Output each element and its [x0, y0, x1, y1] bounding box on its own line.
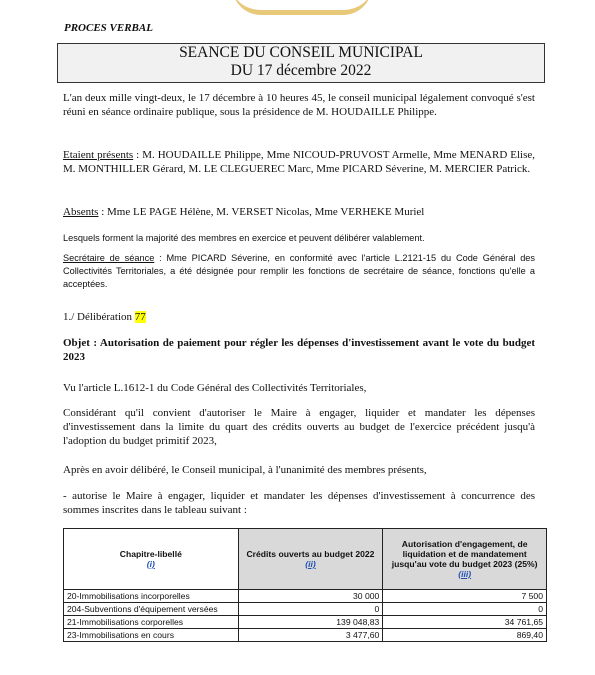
- objet-text: Autorisation de paiement pour régler les dépenses d'investissement avant le vote du budget 2023: [63, 337, 536, 363]
- table-row: [64, 629, 547, 642]
- secretary-label: Secrétaire de séance: [63, 253, 155, 263]
- autorise-paragraph: - autorise le Maire à engager, liquider et mandater les dépenses d'investissement à concurrence des sommes inscrites dans le tableau suivant :: [63, 490, 535, 516]
- deliberation-prefix: 1./ Délibération: [63, 311, 135, 323]
- row-authorization: 7 500: [383, 590, 547, 603]
- table-row: [64, 603, 547, 616]
- budget-table: [63, 528, 547, 642]
- row-authorization: 34 761,65: [383, 616, 547, 629]
- row-credits: 139 048,83: [238, 616, 383, 629]
- row-credits: 30 000: [238, 590, 383, 603]
- row-label: 204-Subventions d'équipement versées: [64, 603, 239, 616]
- table-row: [64, 616, 547, 629]
- header-credits: [238, 529, 383, 590]
- header-note: (i): [146, 559, 155, 569]
- absents-paragraph: [63, 205, 535, 219]
- header-label: Autorisation d'engagement, de liquidation et de mandatement jusqu'au vote du budget 2023 (25%): [391, 539, 538, 569]
- secretary-text: : Mme PICARD Séverine, en conformité avec l'article L.2121-15 du Code Général des Collectivités Territoriales, a été désignée pour remplir les fonctions de secrétaire de séance, fonctions qu'elle a acceptées.: [63, 253, 536, 289]
- row-credits: 0: [238, 603, 383, 616]
- header-note: (ii): [305, 559, 316, 569]
- row-label: 23-Immobilisations en cours: [64, 629, 239, 642]
- row-label: 21-Immobilisations corporelles: [64, 616, 239, 629]
- vu-paragraph: Vu l'article L.1612-1 du Code Général des Collectivités Territoriales,: [63, 382, 367, 394]
- deliberation-number: 77: [134, 311, 146, 323]
- intro-paragraph: L'an deux mille vingt-deux, le 17 décembre à 10 heures 45, le conseil municipal légalement convoqué s'est réuni en séance ordinaire publique, sous la présidence de M. HOUDAILLE Philippe.: [63, 92, 535, 118]
- absents-label: Absents: [63, 206, 99, 218]
- header-note: (iii): [458, 569, 472, 579]
- considerant-paragraph: Considérant qu'il convient d'autoriser le Maire à engager, liquider et mandater les dépenses d'investissement dans la limite du quart des crédits ouverts au budget de l'exercice précédent jusqu'à l'adoption du budget primitif 2023,: [63, 407, 535, 447]
- table-header-row: [64, 529, 547, 590]
- row-authorization: 869,40: [383, 629, 547, 642]
- apres-paragraph: Après en avoir délibéré, le Conseil municipal, à l'unanimité des membres présents,: [63, 464, 427, 476]
- presents-text: : M. HOUDAILLE Philippe, Mme NICOUD-PRUVOST Armelle, Mme MENARD Elise, M. MONTHILLER Gérard, M. LE CLEGUEREC Marc, Mme PICARD Séverine, M. MERCIER Patrick.: [63, 149, 535, 175]
- page-title-box: [57, 43, 545, 83]
- logo-fragment: [232, 0, 372, 15]
- absents-text: : Mme LE PAGE Hélène, M. VERSET Nicolas, Mme VERHEKE Muriel: [98, 206, 425, 218]
- presents-label: Etaient présents: [63, 149, 134, 161]
- objet-paragraph: [63, 336, 535, 364]
- header-label: Crédits ouverts au budget 2022: [246, 549, 375, 559]
- deliberation-heading: [63, 310, 535, 324]
- row-authorization: 0: [383, 603, 547, 616]
- secretary-paragraph: [63, 252, 535, 291]
- objet-label: Objet :: [63, 337, 98, 349]
- document-type-label: PROCES VERBAL: [64, 22, 153, 34]
- presents-paragraph: [63, 148, 535, 176]
- table-row: [64, 590, 547, 603]
- header-autorisation: [383, 529, 547, 590]
- title-line-1: SEANCE DU CONSEIL MUNICIPAL: [179, 44, 423, 61]
- header-label: Chapitre-libellé: [119, 549, 182, 559]
- majority-statement: Lesquels forment la majorité des membres en exercice et peuvent délibérer valablement.: [63, 233, 425, 243]
- title-line-2: DU 17 décembre 2022: [230, 62, 372, 79]
- row-credits: 3 477,60: [238, 629, 383, 642]
- header-chapitre: [64, 529, 239, 590]
- row-label: 20-Immobilisations incorporelles: [64, 590, 239, 603]
